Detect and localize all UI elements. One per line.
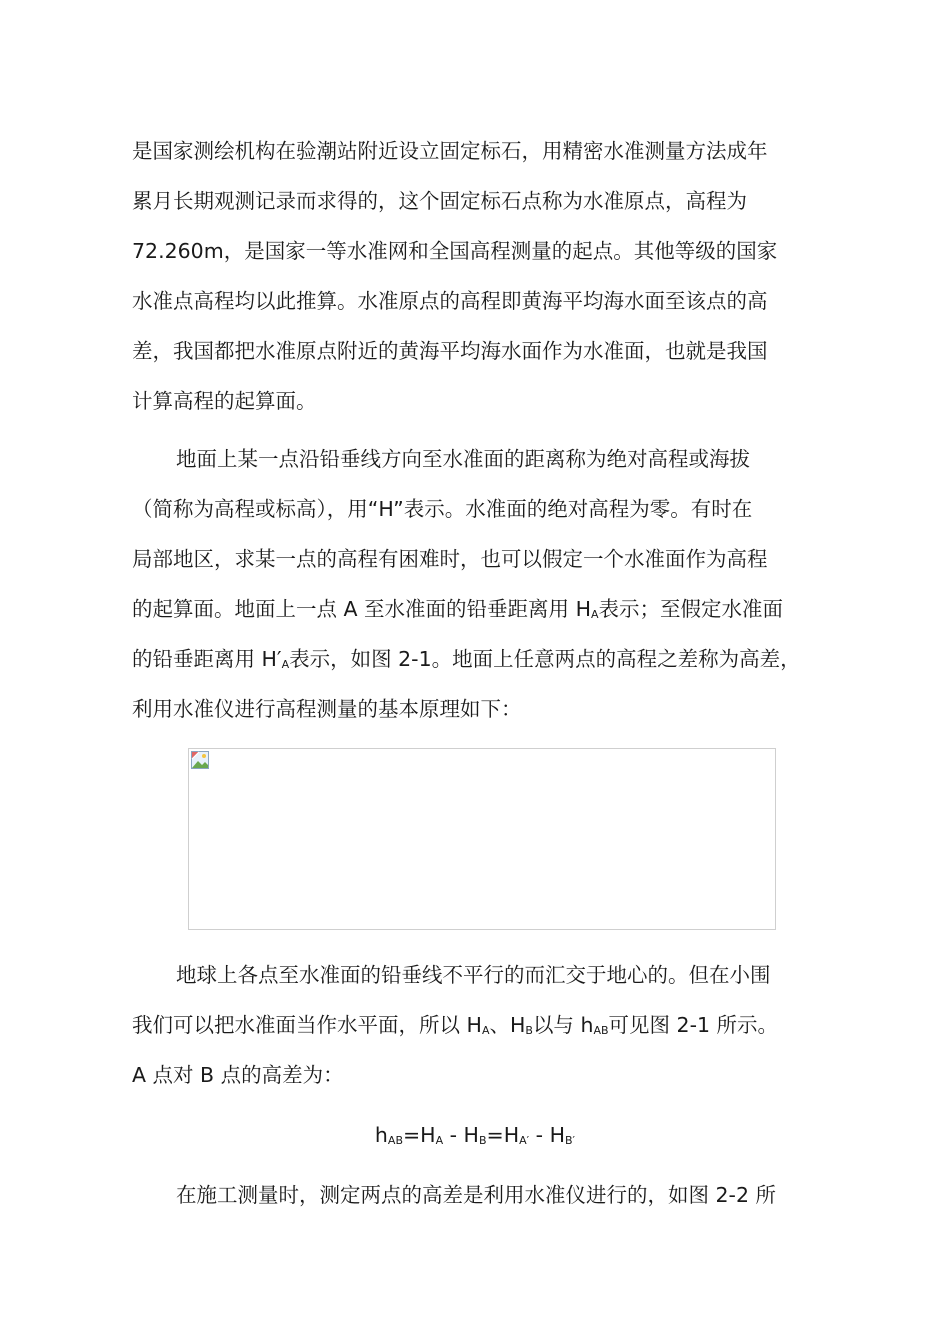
text-segment: 的铅垂距离用 H′	[132, 647, 282, 671]
text-segment: 我们可以把水准面当作水平面，所以 H	[132, 1013, 482, 1037]
text-segment: 表示；至假定水准面	[598, 597, 784, 621]
formula-segment: h	[374, 1123, 388, 1147]
text-segment: 的起算面。地面上一点 A 至水准面的铅垂距离用 H	[132, 597, 591, 621]
subscript: AB	[387, 1134, 403, 1147]
height-difference-formula	[0, 1110, 950, 1160]
subscript: A	[281, 658, 290, 671]
text-line: A 点对 B 点的高差为：	[132, 1063, 344, 1087]
subscript: A	[591, 608, 599, 621]
text-line	[132, 584, 852, 634]
text-line	[132, 1000, 852, 1050]
subscript: B	[478, 1134, 487, 1147]
text-line: 局部地区，求某一点的高程有困难时，也可以假定一个水准面作为高程	[132, 547, 768, 571]
text-line	[132, 634, 852, 684]
subscript: B	[525, 1024, 533, 1037]
text-line: 地面上某一点沿铅垂线方向至水准面的距离称为绝对高程或海拔	[176, 447, 750, 471]
text-line: 利用水准仪进行高程测量的基本原理如下：	[132, 697, 522, 721]
paragraph-leveling-origin	[132, 126, 852, 426]
figure-placeholder	[188, 748, 776, 930]
subscript: A	[435, 1134, 444, 1147]
formula-segment: - H	[443, 1123, 479, 1147]
paragraph-construction-survey	[132, 1170, 852, 1220]
subscript: A′	[519, 1134, 530, 1147]
text-segment: 、H	[489, 1013, 526, 1037]
paragraph-absolute-elevation	[132, 434, 852, 734]
text-line: 72.260m，是国家一等水准网和全国高程测量的起点。其他等级的国家	[132, 239, 778, 263]
formula-segment: =H	[486, 1123, 520, 1147]
text-line: 计算高程的起算面。	[132, 389, 317, 413]
formula-segment: =H	[403, 1123, 436, 1147]
text-segment: 表示，如图 2-1。地面上任意两点的高程之差称为高差，	[289, 647, 801, 671]
text-line: 是国家测绘机构在验潮站附近设立固定标石，用精密水准测量方法成年	[132, 139, 768, 163]
text-segment: 以与 h	[532, 1013, 594, 1037]
formula-segment: - H	[529, 1123, 566, 1147]
subscript: A	[481, 1024, 490, 1037]
text-line: 在施工测量时，测定两点的高差是利用水准仪进行的，如图 2-2 所	[176, 1183, 777, 1207]
text-line: （简称为高程或标高），用“H”表示。水准面的绝对高程为零。有时在	[132, 497, 753, 521]
text-line: 水准点高程均以此推算。水准原点的高程即黄海平均海水面至该点的高	[132, 289, 768, 313]
subscript: AB	[593, 1024, 609, 1037]
text-line: 累月长期观测记录而求得的，这个固定标石点称为水准原点，高程为	[132, 189, 747, 213]
broken-image-icon	[191, 751, 209, 769]
text-line: 差，我国都把水准原点附近的黄海平均海水面作为水准面，也就是我国	[132, 339, 768, 363]
paragraph-height-difference	[132, 950, 852, 1100]
text-line: 地球上各点至水准面的铅垂线不平行的而汇交于地心的。但在小围	[176, 963, 771, 987]
text-segment: 可见图 2-1 所示。	[608, 1013, 779, 1037]
subscript: B′	[565, 1134, 576, 1147]
